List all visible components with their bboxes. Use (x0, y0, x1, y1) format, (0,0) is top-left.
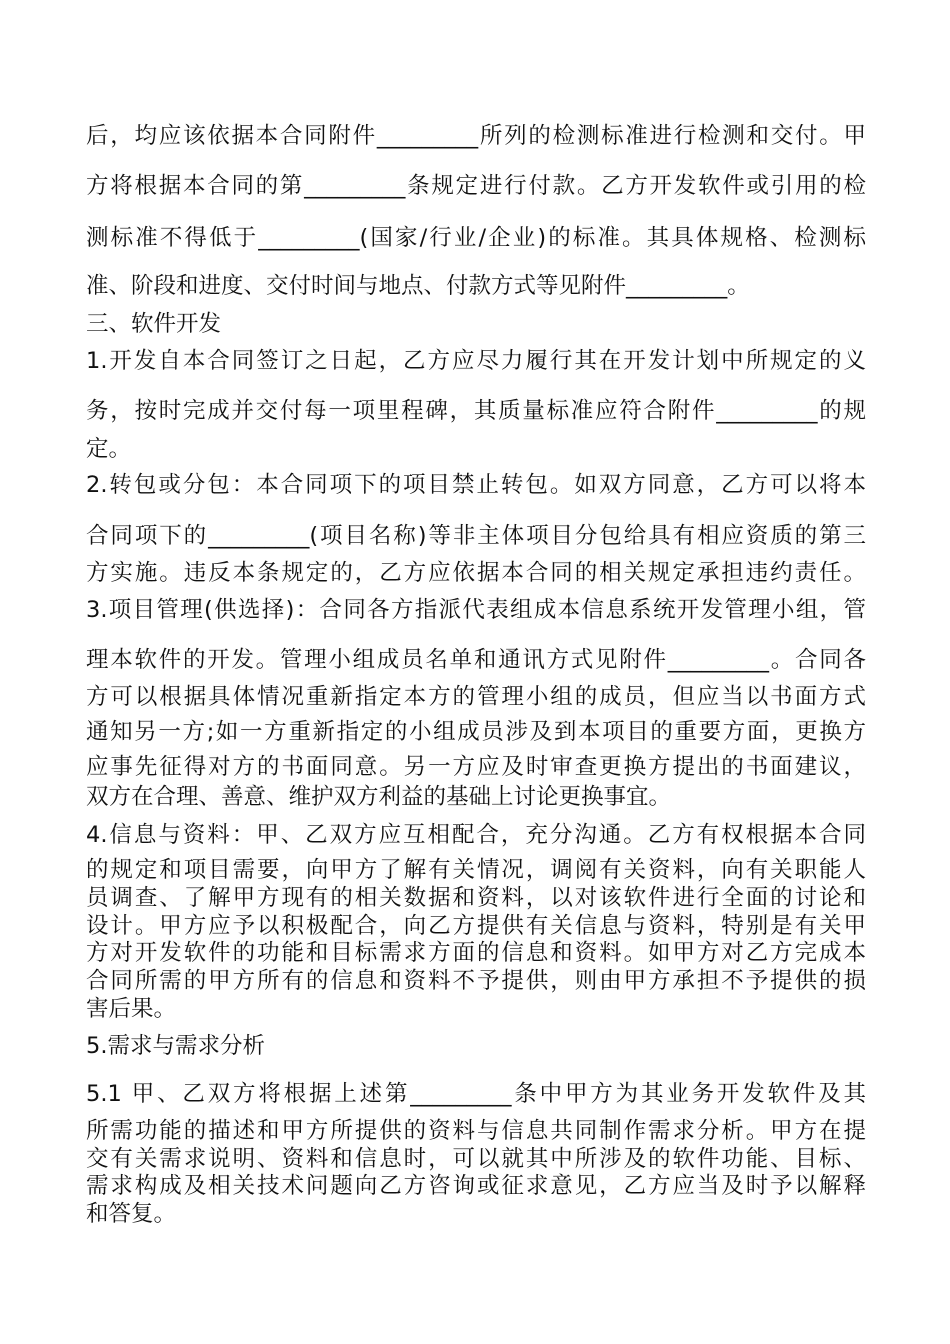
text-line: 交有关需求说明、资料和信息时，可以就其中所涉及的软件功能、目标、 (86, 1146, 866, 1172)
text-line: 方实施。违反本条规定的，乙方应依据本合同的相关规定承担违约责任。 (86, 560, 866, 586)
text-line: 和答复。 (86, 1201, 177, 1227)
text-line: 设计。甲方应予以积极配合，向乙方提供有关信息与资料，特别是有关甲 (86, 913, 866, 939)
text-line: 员调查、了解甲方现有的相关数据和资料，以对该软件进行全面的讨论和 (86, 885, 866, 911)
text-line: 所需功能的描述和甲方所提供的资料与信息共同制作需求分析。甲方在提 (86, 1118, 866, 1144)
text-line: 4.信息与资料：甲、乙双方应互相配合，充分沟通。乙方有权根据本合同 (86, 822, 866, 848)
text-line: 方将根据本合同的第_________条规定进行付款。乙方开发软件或引用的检 (86, 173, 866, 199)
text-line: 5.1 甲、乙双方将根据上述第_________条中甲方为其业务开发软件及其 (86, 1081, 866, 1107)
text-line: 合同所需的甲方所有的信息和资料不予提供，则由甲方承担不予提供的损 (86, 968, 866, 994)
text-line: 2.转包或分包：本合同项下的项目禁止转包。如双方同意，乙方可以将本 (86, 472, 866, 498)
text-line: 方对开发软件的功能和目标需求方面的信息和资料。如甲方对乙方完成本 (86, 940, 866, 966)
text-line: 方可以根据具体情况重新指定本方的管理小组的成员，但应当以书面方式 (86, 684, 866, 710)
text-line: 定。 (86, 436, 132, 462)
text-line: 1.开发自本合同签订之日起，乙方应尽力履行其在开发计划中所规定的义 (86, 348, 866, 374)
section-heading: 三、软件开发 (86, 311, 222, 337)
text-line: 后，均应该依据本合同附件_________所列的检测标准进行检测和交付。甲 (86, 123, 866, 149)
text-line: 应事先征得对方的书面同意。另一方应及时审查更换方提出的书面建议， (86, 754, 866, 780)
text-line: 通知另一方;如一方重新指定的小组成员涉及到本项目的重要方面，更换方 (86, 719, 866, 745)
text-line: 合同项下的_________(项目名称)等非主体项目分包给具有相应资质的第三 (86, 523, 866, 549)
text-line: 理本软件的开发。管理小组成员名单和通讯方式见附件_________。合同各 (86, 647, 866, 673)
section-heading: 5.需求与需求分析 (86, 1033, 265, 1059)
text-line: 测标准不得低于_________(国家/行业/企业)的标准。其具体规格、检测标 (86, 225, 866, 251)
text-line: 的规定和项目需要，向甲方了解有关情况，调阅有关资料，向有关职能人 (86, 857, 866, 883)
text-line: 双方在合理、善意、维护双方利益的基础上讨论更换事宜。 (86, 784, 672, 810)
text-line: 害后果。 (86, 996, 177, 1022)
text-line: 需求构成及相关技术问题向乙方咨询或征求意见，乙方应当及时予以解释 (86, 1173, 866, 1199)
text-line: 准、阶段和进度、交付时间与地点、付款方式等见附件_________。 (86, 273, 750, 299)
text-line: 3.项目管理(供选择)：合同各方指派代表组成本信息系统开发管理小组，管 (86, 597, 866, 623)
text-line: 务，按时完成并交付每一项里程碑，其质量标准应符合附件_________的规 (86, 398, 866, 424)
